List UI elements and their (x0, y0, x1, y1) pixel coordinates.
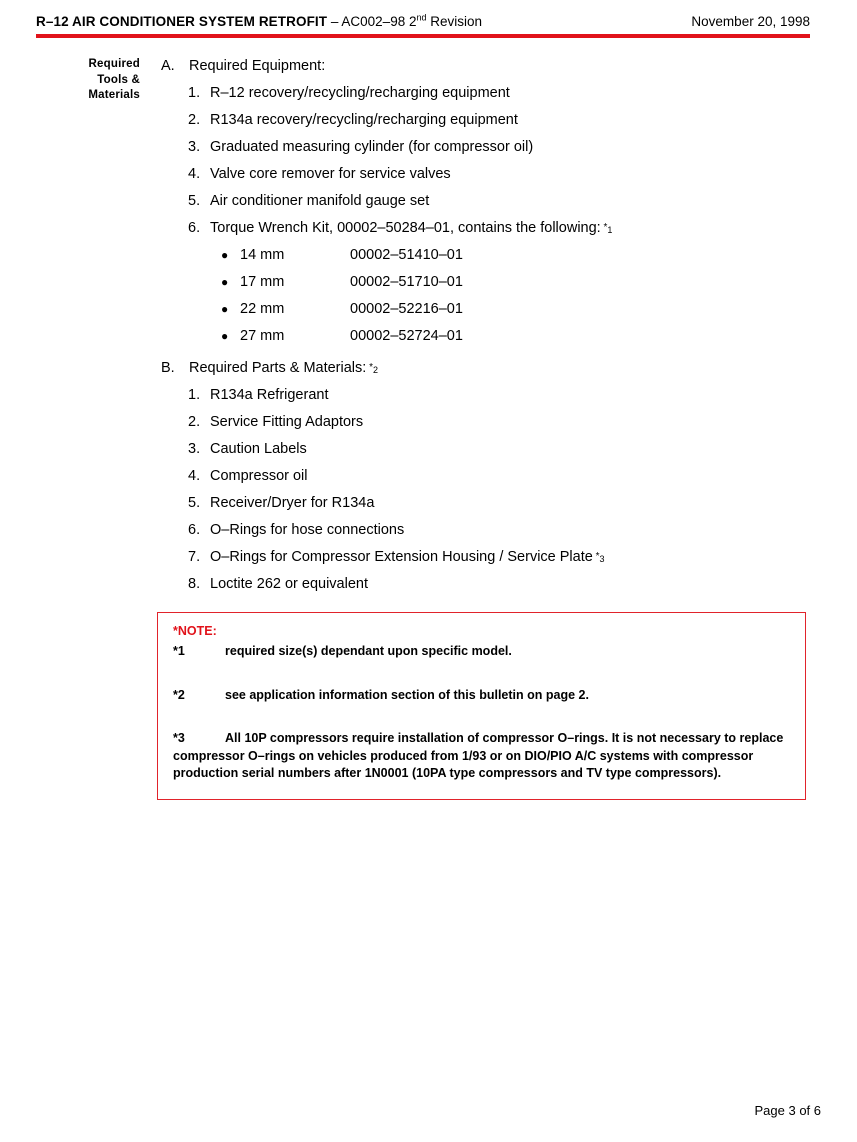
header-separator: – (327, 14, 342, 29)
list-item-number: 7. (188, 549, 201, 565)
list-item-number: 1. (188, 387, 201, 403)
section-b-letter: B. (161, 360, 175, 376)
section-b-title-body: Required Parts & Materials: (189, 360, 367, 376)
note-entry-1-text: required size(s) dependant upon specific model. (225, 644, 512, 658)
header-red-rule (36, 34, 810, 38)
wrench-size-label: 17 mm (240, 274, 285, 290)
list-item-text: Receiver/Dryer for R134a (210, 495, 375, 511)
list-item (161, 83, 811, 110)
bullet-icon: ● (221, 248, 229, 262)
section-b-title (189, 358, 378, 378)
section-a-heading (161, 56, 811, 83)
wrench-part-number: 00002–51410–01 (350, 247, 463, 263)
list-item (161, 326, 811, 353)
list-item-text: Air conditioner manifold gauge set (210, 193, 430, 209)
list-item-text: Caution Labels (210, 441, 307, 457)
wrench-size-label: 27 mm (240, 328, 285, 344)
header-title (36, 12, 482, 32)
header-document-code: AC002–98 2 (341, 14, 417, 29)
list-item-text: R134a Refrigerant (210, 387, 329, 403)
header-ordinal-suffix: nd (416, 12, 427, 23)
list-item (161, 520, 811, 547)
section-a-letter: A. (161, 58, 175, 74)
list-item (161, 245, 811, 272)
footnote-marker-1: *1 (603, 222, 613, 235)
bullet-icon: ● (221, 275, 229, 289)
margin-label-required-tools-materials (44, 57, 140, 104)
list-item-text: R–12 recovery/recycling/recharging equipment (210, 85, 510, 101)
list-item-number: 5. (188, 495, 201, 511)
list-item-number: 1. (188, 85, 201, 101)
list-item (161, 191, 811, 218)
wrench-part-number: 00002–52216–01 (350, 301, 463, 317)
list-item (161, 218, 811, 245)
list-item-number: 2. (188, 414, 201, 430)
list-item (161, 439, 811, 466)
list-item-text (210, 218, 612, 238)
list-item-number: 6. (188, 220, 201, 236)
header-date: November 20, 1998 (691, 14, 810, 29)
page-footer: Page 3 of 6 (754, 1103, 821, 1118)
note-entry-2-text: see application information section of this bulletin on page 2. (225, 688, 589, 702)
list-item-text: Graduated measuring cylinder (for compressor oil) (210, 139, 534, 155)
section-b-heading (161, 358, 811, 385)
list-item-number: 4. (188, 468, 201, 484)
list-item (161, 412, 811, 439)
wrench-part-number: 00002–52724–01 (350, 328, 463, 344)
margin-label-line-1: Required (88, 58, 140, 70)
list-item-text: R134a recovery/recycling/recharging equipment (210, 112, 518, 128)
wrench-size-label: 22 mm (240, 301, 285, 317)
list-item-number: 5. (188, 193, 201, 209)
list-item (161, 466, 811, 493)
list-item-number: 6. (188, 522, 201, 538)
note-entry-2 (173, 687, 789, 705)
section-required-parts-materials (161, 358, 811, 601)
list-item-text: Compressor oil (210, 468, 308, 484)
section-a-item-list (161, 83, 811, 245)
page-header (36, 12, 810, 36)
list-item (161, 574, 811, 601)
list-item-text-body: Torque Wrench Kit, 00002–50284–01, contains the following: (210, 220, 601, 236)
list-item-number: 3. (188, 441, 201, 457)
header-document-name: R–12 AIR CONDITIONER SYSTEM RETROFIT (36, 14, 328, 29)
list-item (161, 493, 811, 520)
bullet-icon: ● (221, 302, 229, 316)
torque-wrench-size-list (161, 245, 811, 353)
section-required-equipment (161, 56, 811, 353)
list-item (161, 110, 811, 137)
section-a-title: Required Equipment: (189, 58, 326, 74)
list-item-text: Loctite 262 or equivalent (210, 576, 368, 592)
note-entry-3-key: *3 (173, 731, 185, 745)
list-item-text (210, 547, 605, 567)
section-b-item-list (161, 385, 811, 601)
header-revision-word: Revision (426, 14, 483, 29)
footnote-marker-2: *2 (369, 362, 378, 375)
note-box (157, 612, 806, 800)
list-item (161, 164, 811, 191)
note-entry-1-key: *1 (173, 644, 185, 658)
footnote-marker-3: *3 (595, 551, 605, 564)
list-item (161, 272, 811, 299)
list-item (161, 385, 811, 412)
note-entry-3-text: All 10P compressors require installation of compressor O–rings. It is not necessary to replace compressor O–rings on vehicles produced from 1/93 or on DIO/PIO A/C systems with compressor production serial numbers after 1N0001 (10PA type compressors and TV type compressors). (173, 731, 784, 780)
list-item-number: 4. (188, 166, 201, 182)
list-item-text: O–Rings for hose connections (210, 522, 405, 538)
margin-label-line-2: Tools & (97, 73, 140, 86)
bullet-icon: ● (221, 329, 229, 343)
list-item-number: 3. (188, 139, 201, 155)
list-item (161, 137, 811, 164)
note-box-title: *NOTE: (173, 624, 217, 638)
list-item-text: Valve core remover for service valves (210, 166, 451, 182)
note-entry-2-key: *2 (173, 688, 185, 702)
note-entry-1 (173, 643, 789, 661)
list-item (161, 547, 811, 574)
wrench-size-label: 14 mm (240, 247, 285, 263)
list-item-number: 2. (188, 112, 201, 128)
list-item-text: Service Fitting Adaptors (210, 414, 364, 430)
list-item-text-body: O–Rings for Compressor Extension Housing / Service Plate (210, 549, 593, 565)
note-entry-3 (173, 730, 789, 783)
wrench-part-number: 00002–51710–01 (350, 274, 463, 290)
list-item-number: 8. (188, 576, 201, 592)
list-item (161, 299, 811, 326)
margin-label-line-3: Materials (88, 89, 140, 101)
